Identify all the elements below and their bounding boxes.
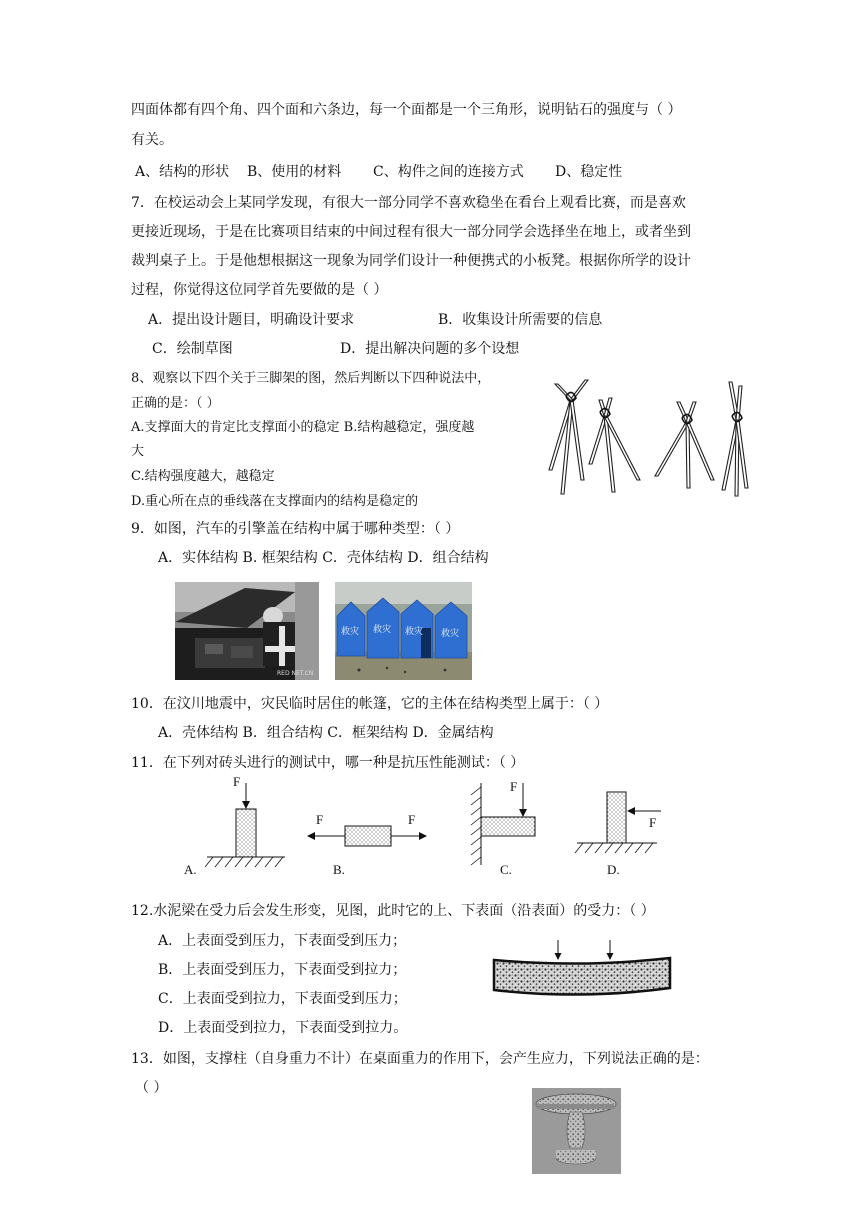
q11-stem: 11．在下列对砖头进行的测试中，哪一种是抗压性能测试：（ ）: [131, 755, 525, 771]
force-label-b-right: F: [408, 812, 416, 827]
q6-option-b: B、使用的材料: [247, 164, 342, 180]
tent-photo: [335, 582, 472, 680]
q8-option-c: C.结构强度越大，越稳定: [131, 469, 275, 484]
tent-label: 救灾: [405, 627, 424, 637]
q7-line2: 更接近现场，于是在比赛项目结束的中间过程有很大一部分同学会选择坐在地上，或者坐到: [131, 224, 691, 240]
q7-option-b: B．收集设计所需要的信息: [438, 312, 603, 328]
q6-line2: 有关。: [131, 132, 173, 148]
car-engine-photo: [175, 582, 319, 680]
q13-stem: 13．如图，支撑柱（自身重力不计）在桌面重力的作用下，会产生应力，下列说法正确的是：: [131, 1051, 709, 1067]
q6-option-c: C、构件之间的连接方式: [373, 164, 524, 180]
tent-label: 救灾: [441, 629, 460, 639]
tripod-figures: [540, 372, 760, 500]
figure-label-d: D.: [607, 862, 620, 877]
q7-option-c: C．绘制草图: [152, 341, 233, 357]
force-label-a: F: [233, 774, 241, 789]
force-label-b-left: F: [316, 812, 324, 827]
q7-line1: 7．在校运动会上某同学发现，有很大一部分同学不喜欢稳坐在看台上观看比赛，而是喜欢: [131, 195, 686, 211]
q9-stem: 9．如图，汽车的引擎盖在结构中属于哪种类型：（ ）: [131, 521, 460, 537]
concrete-beam-figure: [490, 938, 675, 1002]
q10-options: A．壳体结构 B．组合结构 C．框架结构 D．金属结构: [158, 725, 494, 741]
figure-label-c: C.: [500, 862, 512, 877]
q12-option-a: A．上表面受到压力，下表面受到压力；: [158, 933, 407, 949]
q8-option-a: A.支撑面大的肯定比支撑面小的稳定 B.结构越稳定，强度越: [131, 420, 475, 435]
q12-stem: 12.水泥梁在受力后会发生形变，见图，此时它的上、下表面（沿表面）的受力：（ ）: [131, 903, 655, 919]
force-label-c: F: [510, 779, 518, 794]
q6-line1: 四面体都有四个角、四个面和六条边，每一个面都是一个三角形，说明钻石的强度与（ ）: [131, 102, 682, 118]
q8-line1: 8、观察以下四个关于三脚架的图，然后判断以下四种说法中，: [131, 371, 491, 386]
q6-option-a: A、结构的形状: [135, 164, 230, 180]
q13-blank: （ ）: [135, 1080, 168, 1096]
q8-option-a-wrap: 大: [131, 444, 145, 459]
q8-line2: 正确的是：（ ）: [131, 396, 220, 411]
tent-label: 救灾: [373, 625, 392, 635]
brick-test-figures: [175, 775, 675, 880]
q6-option-d: D、稳定性: [555, 164, 623, 180]
q7-option-d: D．提出解决问题的多个设想: [340, 341, 520, 357]
q12-option-b: B．上表面受到压力，下表面受到拉力；: [158, 962, 407, 978]
q12-option-d: D．上表面受到拉力，下表面受到拉力。: [158, 1020, 408, 1036]
q10-stem: 10．在汶川地震中，灾民临时居住的帐篷，它的主体在结构类型上属于：（ ）: [131, 696, 609, 712]
q7-option-a: A．提出设计题目，明确设计要求: [148, 312, 355, 328]
q7-line3: 裁判桌子上。于是他想根据这一现象为同学们设计一种便携式的小板凳。根据你所学的设计: [131, 253, 691, 269]
photo-watermark: RED NET.CN: [277, 670, 314, 677]
figure-label-a: A.: [184, 862, 197, 877]
q8-option-d: D.重心所在点的垂线落在支撑面内的结构是稳定的: [131, 494, 419, 509]
figure-label-b: B.: [333, 862, 345, 877]
q9-options: A．实体结构 B. 框架结构 C．壳体结构 D．组合结构: [158, 550, 489, 566]
q12-option-c: C．上表面受到拉力，下表面受到压力；: [158, 991, 407, 1007]
tent-label: 救灾: [341, 627, 360, 637]
force-label-d: F: [649, 815, 657, 830]
q7-line4: 过程，你觉得这位同学首先要做的是（ ）: [131, 282, 388, 298]
table-photo: [532, 1088, 621, 1174]
